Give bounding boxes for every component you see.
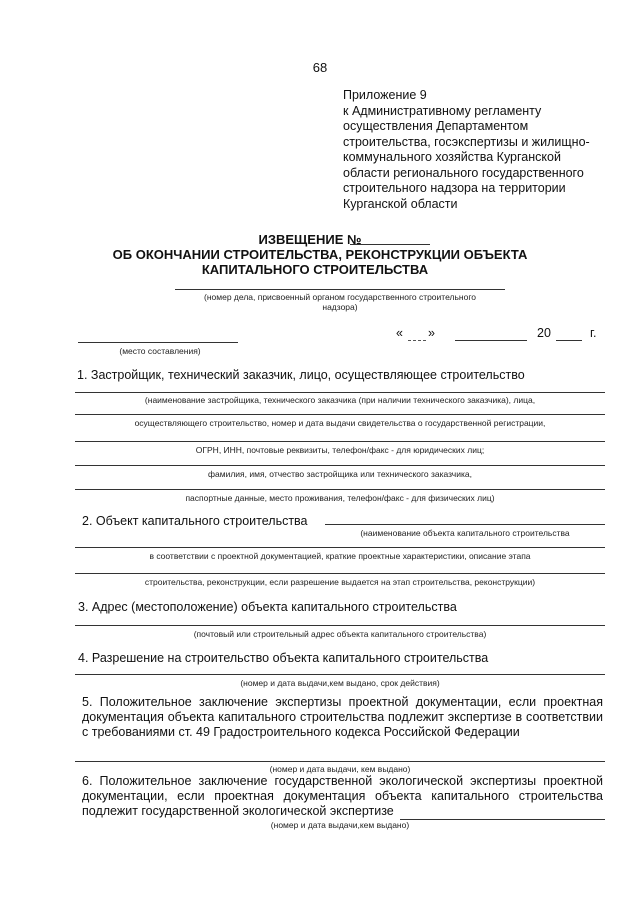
s6-caption: (номер и дата выдачи,кем выдано) [270,820,410,830]
s2-caption-1: (наименование объекта капитального строительства [360,528,570,538]
s1-caption-5: паспортные данные, место проживания, телефон/факс - для физических лиц) [185,493,495,503]
s1-caption-3: ОГРН, ИНН, почтовые реквизиты, телефон/факс - для юридических лиц; [195,445,485,455]
s1-field-3[interactable] [75,441,605,442]
case-number-caption [150,292,530,312]
s2-field-3[interactable] [75,573,605,574]
section-2-title: 2. Объект капитального строительства [82,514,308,528]
s2-caption-3: строительства, реконструкции, если разрешение выдается на этап строительства, реконструкции) [144,577,536,587]
s1-field-4[interactable] [75,465,605,466]
s5-caption: (номер и дата выдачи, кем выдано) [269,764,411,774]
s4-field[interactable] [75,674,605,675]
date-open-quote: « [396,326,403,340]
case-number-field[interactable] [175,289,505,290]
document-title [0,232,630,247]
s1-field-1[interactable] [75,392,605,393]
s1-field-2[interactable] [75,414,605,415]
s1-caption-2: осуществляющего строительство, номер и дата выдачи свидетельства о государственной регистрации, [134,418,546,428]
s4-caption: (номер и дата выдачи,кем выдано, срок действия) [240,678,440,688]
s1-caption-1: (наименование застройщика, технического заказчика (при наличии технического заказчика), лица, [144,395,536,405]
date-day-field[interactable] [408,340,426,341]
title-line-1: ИЗВЕЩЕНИЕ № [258,232,362,247]
caption-line: (номер дела, присвоенный органом государственного строительного [204,292,476,302]
appendix-line: области регионального государственного [343,165,584,180]
s3-caption: (почтовый или строительный адрес объекта капитального строительства) [193,629,487,639]
place-caption: (место составления) [119,346,201,356]
date-month-field[interactable] [455,340,527,341]
s1-field-5[interactable] [75,489,605,490]
s2-field-1[interactable] [325,524,605,525]
section-1-title: 1. Застройщик, технический заказчик, лицо, осуществляющее строительство [77,368,525,382]
date-year-prefix: 20 [537,326,551,340]
s1-caption-4: фамилия, имя, отчество застройщика или технического заказчика, [208,469,472,479]
appendix-block [343,88,623,212]
section-3-title: 3. Адрес (местоположение) объекта капитального строительства [78,600,457,614]
section-5-text: 5. Положительное заключение экспертизы проектной документации, если проектная документация объекта капитального строительства подлежит экспертизе в соответствии с требованиями ст. 49 Градостроительного кодекса Российской Федерации [82,695,603,739]
title-line-2: ОБ ОКОНЧАНИИ СТРОИТЕЛЬСТВА, РЕКОНСТРУКЦИИ ОБЪЕКТА [112,247,528,262]
place-field[interactable] [78,342,238,343]
s2-field-2[interactable] [75,547,605,548]
date-close-quote: » [428,326,435,340]
s5-field[interactable] [75,761,605,762]
appendix-line: к Административному регламенту [343,103,542,118]
appendix-line: Курганской области [343,196,458,211]
s3-field[interactable] [75,625,605,626]
appendix-line: осуществления Департаментом [343,119,529,133]
appendix-line: Приложение 9 [343,88,427,102]
notice-number-field[interactable] [350,244,430,245]
appendix-line: строительства, госэкспертизы и жилищно- [343,134,590,149]
page-number: 68 [312,60,328,75]
appendix-line: коммунального хозяйства Курганской [343,150,561,164]
title-line-3: КАПИТАЛЬНОГО СТРОИТЕЛЬСТВА [201,262,429,277]
s2-caption-2: в соответствии с проектной документацией, краткие проектные характеристики, описание этапа [149,551,531,561]
appendix-line: строительного надзора на территории [343,181,566,195]
section-6-text: 6. Положительное заключение государственной экологической экспертизы проектной документации, если проектная документация объекта капитального строительства подлежит государственной экологической экспертизе [82,774,603,818]
date-year-suffix: г. [590,326,597,340]
date-year-field[interactable] [556,340,582,341]
section-4-title: 4. Разрешение на строительство объекта капитального строительства [78,651,489,665]
caption-line: надзора) [322,302,358,312]
